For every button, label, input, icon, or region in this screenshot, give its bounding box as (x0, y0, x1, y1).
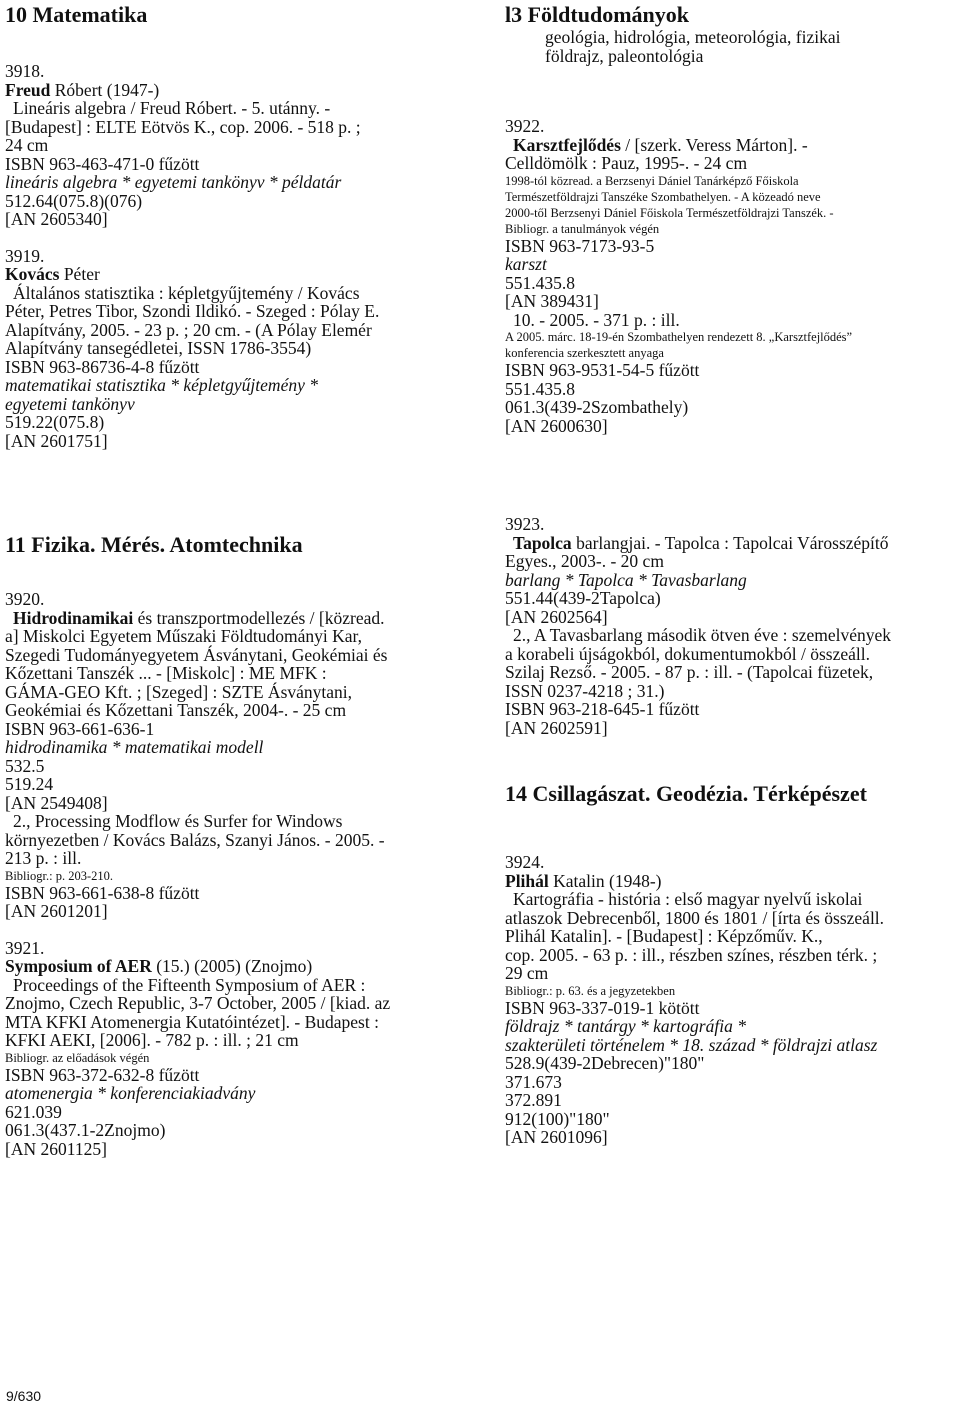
pub-line: Alapítvány, 2005. - 23 p. ; 20 cm. - (A Pólay Elemér (5, 319, 372, 340)
subjects: földrajz * tantárgy * kartográfia * (505, 1016, 746, 1036)
title-line: Proceedings of the Fifteenth Symposium of AER : (13, 974, 366, 995)
author-rest: Péter (59, 264, 100, 284)
isbn: ISBN 963-661-638-8 fűzött (5, 882, 200, 903)
pub-line: cop. 2005. - 63 p. : ill., részben színes, részben térk. ; (505, 944, 878, 965)
udc: 061.3(437.1-2Znojmo) (5, 1120, 166, 1140)
subjects: matematikai statisztika * képletgyűjtemény * (5, 375, 318, 395)
isbn: ISBN 963-661-636-1 (5, 718, 155, 739)
volume-line: 2., Processing Modflow és Surfer for Windows (13, 811, 343, 831)
isbn: ISBN 963-463-471-0 fűzött (5, 153, 200, 174)
pub-line: GÁMA-GEO Kft. ; [Szeged] : SZTE Ásványtani, (5, 681, 353, 702)
entry-author (5, 81, 475, 100)
udc: 512.64(075.8)(076) (5, 190, 143, 211)
pub-line: KFKI AEKI, [2006]. - 782 p. : ill. ; 21 cm (5, 1030, 299, 1050)
section-matematika (5, 2, 475, 450)
udc: 532.5 (5, 755, 45, 776)
entry-author (505, 872, 955, 891)
title-line: Lineáris algebra / Freud Róbert. - 5. utánny. - (13, 98, 331, 118)
note: 1998-tól közread. a Berzsenyi Dániel Tanárképző Főiskola (505, 173, 799, 188)
entry-number: 3921. (5, 937, 45, 958)
title-rest: és transzportmodellezés / [közread. (133, 607, 385, 628)
title-rest: barlangjai. - Tapolca : Tapolcai Városszépítő (571, 532, 889, 553)
volume-line: a korabeli újságokból, dokumentumokból / összeáll. (505, 643, 871, 664)
an-number: [AN 2602591] (505, 717, 608, 738)
isbn: ISBN 963-7173-93-5 (505, 235, 655, 256)
entry-3919 (5, 247, 475, 451)
section-subheading: földrajz, paleontológia (545, 45, 704, 66)
subjects: barlang * Tapolca * Tavasbarlang (505, 569, 747, 590)
section-heading: 10 Matematika (5, 2, 148, 27)
isbn: ISBN 963-86736-4-8 fűzött (5, 356, 200, 377)
note: A 2005. márc. 18-19-én Szombathelyen rendezett 8. „Karsztfejlődés” (505, 330, 853, 344)
note: Bibliogr.: p. 63. és a jegyzetekben (505, 983, 676, 998)
title-line: Kartográfia - história : első magyar nyelvű iskolai (513, 889, 863, 909)
note: Természetföldrajzi Tanszéke Szombathelyen. - A közeadó neve (505, 189, 821, 204)
note: Bibliogr. a tanulmányok végén (505, 221, 660, 236)
entry-number: 3922. (505, 116, 545, 136)
entry-title (5, 609, 475, 628)
entry-number: 3924. (505, 852, 545, 872)
udc: 551.435.8 (505, 378, 575, 399)
pub-line: a] Miskolci Egyetem Műszaki Földtudományi Kar, (5, 626, 363, 646)
entry-3920 (5, 590, 475, 921)
udc: 519.22(075.8) (5, 412, 105, 432)
an-number: [AN 2601096] (505, 1127, 608, 1147)
author-surname: Kovács (5, 264, 60, 284)
pub-line: 24 cm (5, 135, 49, 155)
udc: 621.039 (5, 1101, 62, 1122)
subjects: egyetemi tankönyv (5, 393, 135, 414)
section-heading: l3 Földtudományok (505, 2, 689, 27)
entry-3923 (505, 515, 955, 737)
pub-line: MTA KFKI Atomenergia Kutatóintézet]. - Budapest : (5, 1011, 379, 1032)
title-rest: (15.) (2005) (Znojmo) (151, 956, 313, 976)
pub-line: Szegedi Tudományegyetem Ásványtani, Geokémiai és (5, 644, 388, 665)
volume-line: Szilaj Rezső. - 2005. - 87 p. : ill. - (Tapolcai füzetek, (505, 662, 874, 682)
pub-line: Alapítvány tansegédletei, ISSN 1786-3554) (5, 338, 312, 358)
section-heading: 11 Fizika. Mérés. Atomtechnika (5, 532, 303, 557)
an-number: [AN 2601751] (5, 430, 108, 451)
title-main: Symposium of AER (5, 956, 152, 976)
entry-title (5, 957, 475, 976)
isbn: ISBN 963-9531-54-5 fűzött (505, 360, 700, 380)
author-rest: Róbert (1947-) (50, 79, 160, 100)
subjects: atomenergia * konferenciakiadvány (5, 1083, 256, 1103)
note: Bibliogr. az előadások végén (5, 1050, 150, 1065)
subjects: karszt (505, 254, 547, 274)
entry-number: 3920. (5, 589, 45, 609)
udc: 528.9(439-2Debrecen)"180" (505, 1053, 705, 1073)
pub-line: Znojmo, Czech Republic, 3-7 October, 2005 / [kiad. az (5, 993, 391, 1013)
title-line: atlaszok Debrecenből, 1800 és 1801 / [írta és összeáll. (505, 907, 885, 928)
entry-title (505, 534, 955, 553)
udc: 912(100)"180" (505, 1108, 610, 1129)
isbn: ISBN 963-337-019-1 kötött (505, 997, 700, 1018)
author-rest: Katalin (1948-) (548, 870, 662, 891)
udc: 061.3(439-2Szombathely) (505, 397, 689, 417)
udc: 371.673 (505, 1071, 562, 1092)
pub-line: Geokémiai és Kőzettani Tanszék, 2004-. - 25 cm (5, 700, 347, 720)
an-number: [AN 2549408] (5, 792, 108, 813)
section-subheading: geológia, hidrológia, meteorológia, fizikai (545, 27, 841, 47)
entry-3918 (5, 62, 475, 229)
pub-line: [Budapest] : ELTE Eötvös K., cop. 2006. - 518 p. ; (5, 116, 361, 137)
volume-line: 2., A Tavasbarlang második ötven éve : szemelvények (513, 625, 892, 645)
pub-line: Celldömölk : Pauz, 1995-. - 24 cm (505, 153, 748, 173)
author-surname: Plihál (505, 870, 549, 891)
note: Bibliogr.: p. 203-210. (5, 868, 113, 883)
volume-line: környezetben / Kovács Balázs, Szanyi János. - 2005. - (5, 829, 385, 850)
udc: 519.24 (5, 774, 54, 794)
entry-number: 3919. (5, 245, 45, 266)
entry-3924 (505, 853, 955, 1147)
entry-title (505, 136, 955, 155)
title-rest: / [szerk. Veress Márton]. - (620, 134, 808, 155)
entry-number: 3918. (5, 61, 45, 81)
title-main: Karsztfejlődés (513, 134, 621, 155)
an-number: [AN 2601201] (5, 901, 108, 921)
volume-line: ISSN 0237-4218 ; 31.) (505, 680, 665, 701)
volume-line: 213 p. : ill. (5, 848, 82, 868)
an-number: [AN 2605340] (5, 209, 108, 229)
an-number: [AN 389431] (505, 291, 599, 311)
isbn: ISBN 963-218-645-1 fűzött (505, 699, 700, 719)
pub-line: Kőzettani Tanszék ... - [Miskolc] : ME MFK : (5, 663, 327, 683)
entry-3921 (5, 939, 475, 1159)
volume-line: 10. - 2005. - 371 p. : ill. (513, 309, 680, 330)
page-number: 9/630 (6, 1388, 42, 1404)
pub-line: Egyes., 2003-. - 20 cm (505, 551, 664, 571)
subjects: hidrodinamika * matematikai modell (5, 737, 264, 757)
isbn: ISBN 963-372-632-8 fűzött (5, 1064, 200, 1085)
note: 2000-től Berzsenyi Dániel Főiskola Természetföldrajzi Tanszék. - (505, 205, 834, 220)
title-main: Hidrodinamikai (13, 607, 134, 628)
subjects: szakterületi történelem * 18. század * földrajzi atlasz (505, 1034, 878, 1055)
udc: 551.435.8 (505, 272, 575, 293)
entry-3922 (505, 117, 955, 435)
an-number: [AN 2600630] (505, 415, 608, 436)
pub-line: Plihál Katalin]. - [Budapest] : Képzőműv. K., (505, 926, 823, 946)
section-foldtudomanyok (505, 2, 955, 435)
pub-line: 29 cm (505, 963, 549, 983)
entry-number: 3923. (505, 514, 545, 534)
udc: 372.891 (505, 1090, 562, 1110)
an-number: [AN 2602564] (505, 606, 608, 627)
section-fizika (5, 532, 475, 1158)
author-surname: Freud (5, 79, 51, 100)
column-right-bottom (505, 515, 955, 1147)
entry-author (5, 265, 475, 284)
note: konferencia szerkesztett anyaga (505, 346, 664, 360)
pub-line: Péter, Petres Tibor, Szondi Ildikó. - Szeged : Pólay E. (5, 301, 380, 321)
title-main: Tapolca (513, 532, 572, 553)
an-number: [AN 2601125] (5, 1138, 107, 1159)
title-line: Általános statisztika : képletgyűjtemény / Kovács (13, 282, 360, 303)
subjects: lineáris algebra * egyetemi tankönyv * példatár (5, 172, 342, 192)
udc: 551.44(439-2Tapolca) (505, 588, 661, 608)
section-heading: 14 Csillagászat. Geodézia. Térképészet (505, 781, 867, 806)
